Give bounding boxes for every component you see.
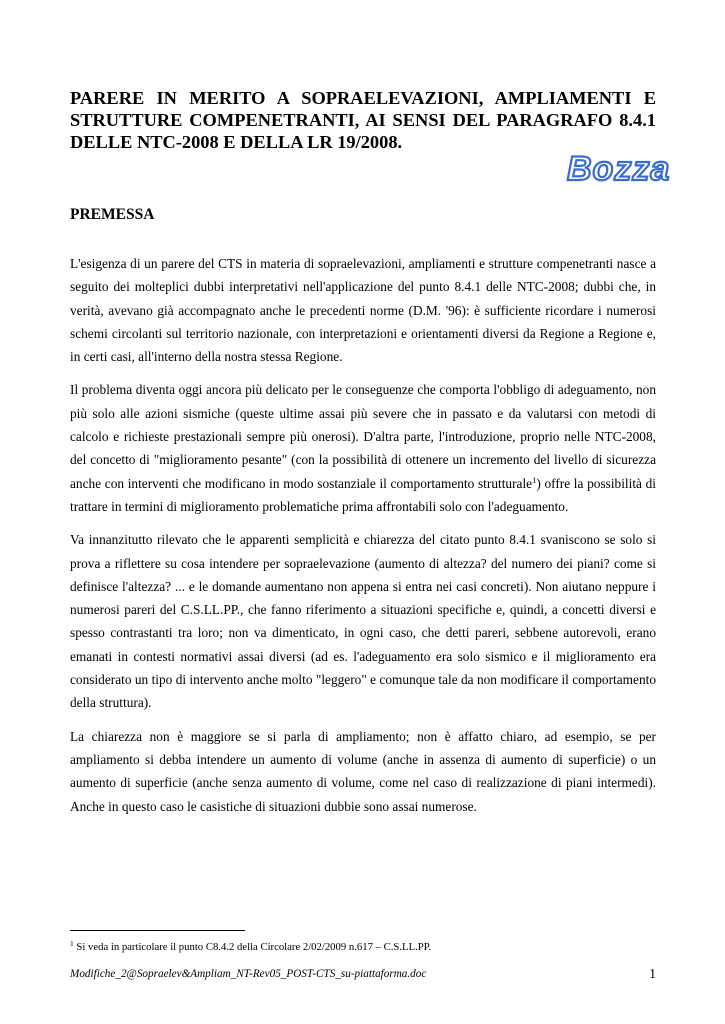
paragraph-3: Va innanzitutto rilevato che le apparenti semplicità e chiarezza del citato punto 8.4.1 svaniscono se solo si prova a riflettere su cosa intendere per sopraelevazione (aumento di altezza? del numero dei piani? come si definisce l'altezza? ... e le domande aumentano non appena si entra nei casi concreti). Non aiutano neppure i numerosi pareri del C.S.LL.PP., che fanno riferimento a situazioni specifiche e, quindi, a concetti diversi e spesso contrastanti tra loro; non va dimenticato, in ogni caso, che detti pareri, sebbene autorevoli, erano emanati in contesti normativi assai diversi (ad es. l'adeguamento era solo sismico e il miglioramento era considerato un tipo di intervento anche molto "leggero" e comunque tale da non modificare il comportamento della struttura). — [70, 532, 656, 711]
footnote-text: Si veda in particolare il punto C8.4.2 della Circolare 2/02/2009 n.617 – C.S.LL.PP. — [73, 941, 432, 953]
section-heading-premessa: PREMESSA — [70, 206, 155, 223]
footnote — [70, 940, 656, 954]
draft-stamp — [565, 148, 671, 188]
paragraph-2 — [70, 378, 656, 518]
footer-filename: Modifiche_2@Sopraelev&Ampliam_NT-Rev05_POST-CTS_su-piattaforma.doc — [70, 968, 427, 980]
paragraph-2-text-after: ) offre la possibilità di trattare in termini di miglioramento problematiche prima affrontabili solo con l'adeguamento. — [70, 475, 657, 514]
document-body — [70, 252, 656, 828]
footnote-reference[interactable]: 1 — [532, 474, 537, 485]
page-number: 1 — [649, 966, 656, 981]
paragraph-1: L'esigenza di un parere del CTS in materia di sopraelevazioni, ampliamenti e strutture compenetranti nasce a seguito dei molteplici dubbi interpretativi nell'applicazione del punto 8.4.1 delle NTC-2008; dubbi che, in verità, avevano già accompagnato anche le precedenti norme (D.M. '96): è sufficiente ricordare i numerosi schemi circolanti sul territorio nazionale, con interpretazioni e orientamenti diversi da Regione a Regione e, in certi casi, all'interno della nostra stessa Regione. — [70, 256, 656, 365]
draft-stamp-graphic — [565, 148, 671, 188]
paragraph-2-text-before: Il problema diventa oggi ancora più delicato per le conseguenze che comporta l'obbligo di adeguamento, non più solo alle azioni sismiche (queste ultime assai più severe che in passato e da valutarsi con metodi di calcolo e richieste prestazionali sempre più onerosi). D'altra parte, l'introduzione, proprio nelle NTC-2008, del concetto di "miglioramento pesante" (con la possibilità di ottenere un incremento del livello di sicurezza anche con interventi che modificano in modo sostanziale il comportamento strutturale — [70, 382, 656, 491]
paragraph-4: La chiarezza non è maggiore se si parla di ampliamento; non è affatto chiaro, ad esempio, se per ampliamento si debba intendere un aumento di volume (anche in assenza di aumento di superficie) o un aumento di superficie (anche senza aumento di volume, come nel caso di realizzazione di piani intermedi). Anche in questo caso le casistiche di situazioni dubbie sono assai numerose. — [70, 728, 656, 814]
footnote-number: 1 — [70, 939, 74, 948]
document-title: PARERE IN MERITO A SOPRAELEVAZIONI, AMPLIAMENTI E STRUTTURE COMPENETRANTI, AI SENSI DEL PARAGRAFO 8.4.1 DELLE NTC-2008 E DELLA LR 19/2008. — [70, 88, 656, 152]
draft-stamp-text: Bozza — [567, 150, 671, 188]
footnote-separator — [70, 930, 245, 931]
